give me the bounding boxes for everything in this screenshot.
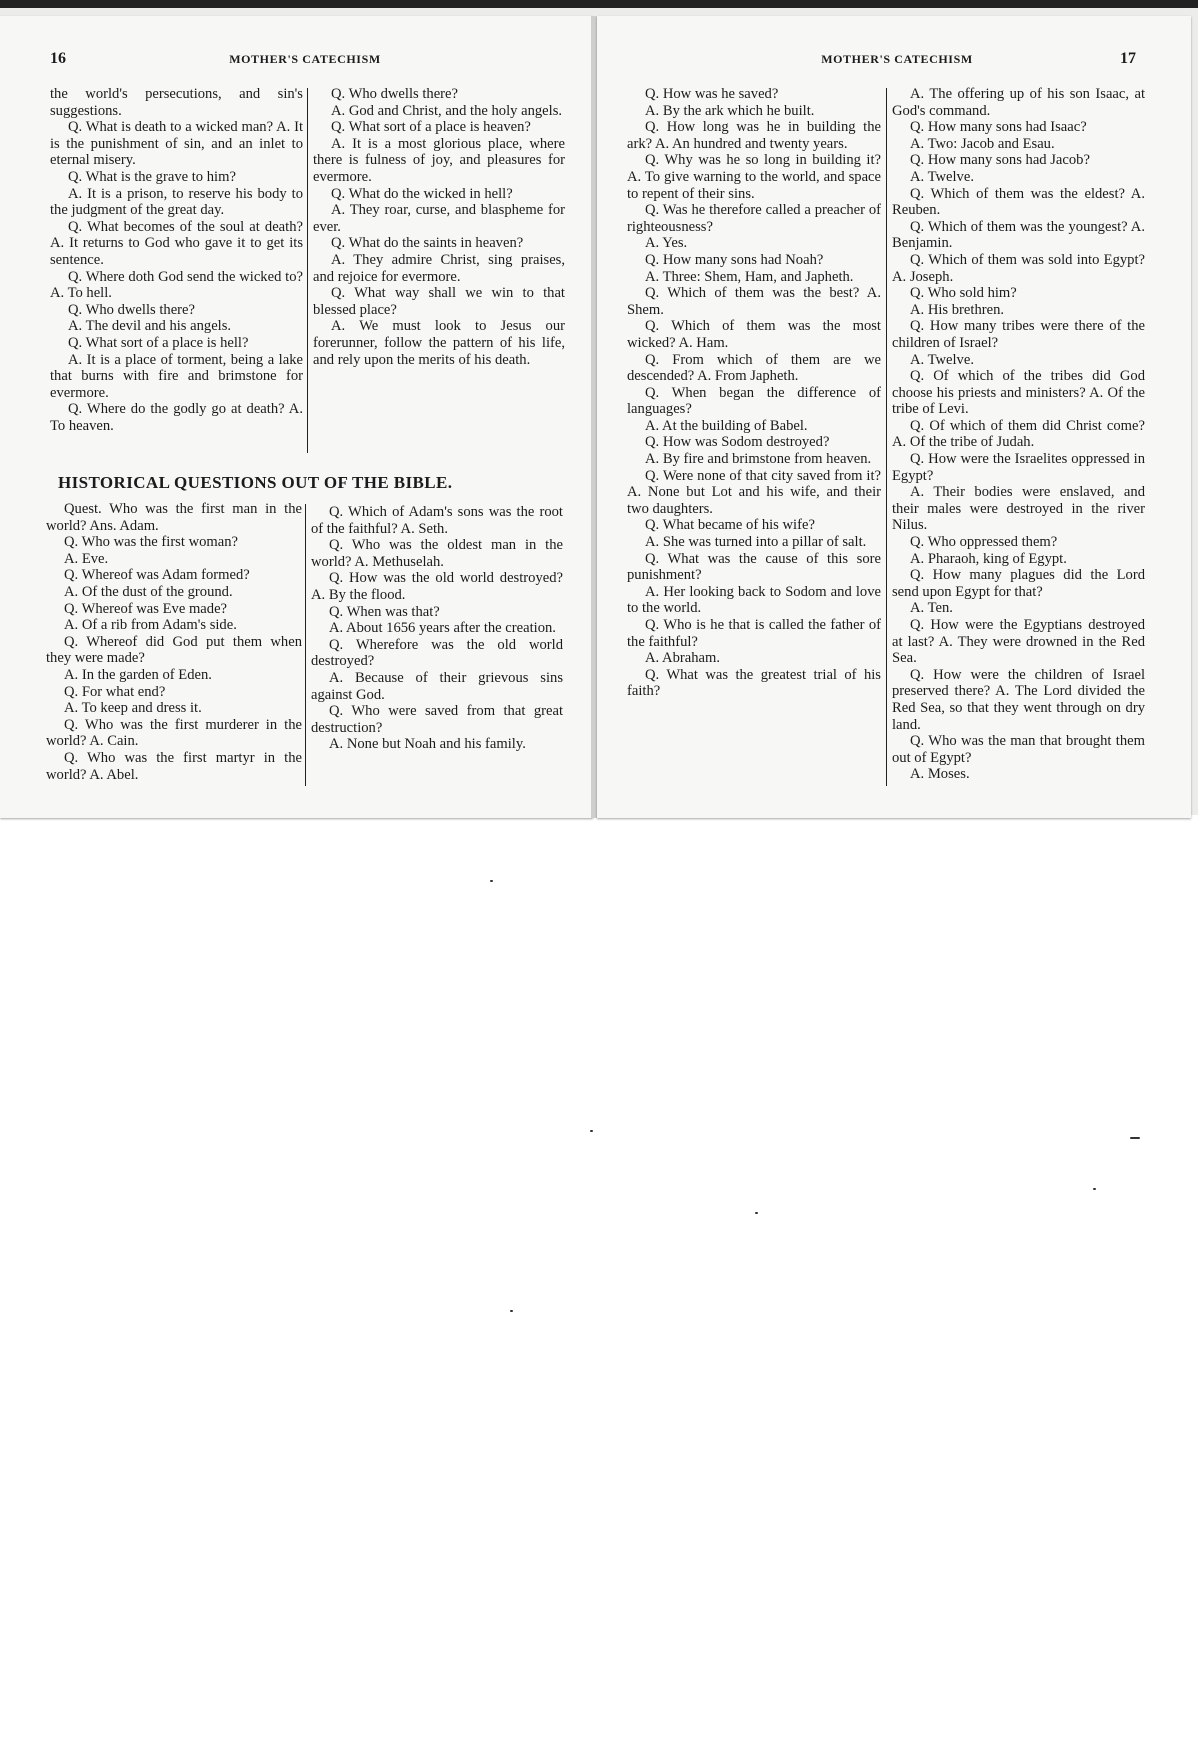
page-number-left: 16 (50, 50, 66, 67)
paragraph: A. We must look to Jesus our forerunner, follow the pattern of his life, and rely upon the merits of his death. (313, 318, 565, 368)
paragraph: A. None but Noah and his family. (329, 736, 526, 753)
paragraph: A. About 1656 years after the creation. (329, 620, 556, 637)
paragraph: A. Three: Shem, Ham, and Japheth. (645, 268, 854, 285)
paragraph: Q. When was that? (329, 603, 440, 620)
paragraph: Q. Who was the man that brought them out of Egypt? (892, 733, 1145, 766)
paragraph: A. They roar, curse, and blaspheme for ever. (313, 202, 565, 235)
paragraph: A. The offering up of his son Isaac, at God's command. (892, 86, 1145, 119)
scan-speck (1130, 1137, 1140, 1139)
paragraph: the world's persecutions, and sin's suggestions. (50, 86, 303, 119)
page-number-right: 17 (1120, 50, 1136, 67)
running-head-right: MOTHER'S CATECHISM (821, 52, 973, 66)
paragraph: Q. What do the saints in heaven? (331, 235, 524, 252)
paragraph: Q. Whereof was Adam formed? (64, 567, 250, 584)
paragraph: A. Of the dust of the ground. (64, 583, 233, 600)
paragraph: A. In the garden of Eden. (64, 666, 212, 683)
paragraph: A. God and Christ, and the holy angels. (331, 102, 563, 119)
paragraph: Q. How many sons had Isaac? (910, 119, 1087, 136)
paragraph: Q. What becomes of the soul at death? A. It returns to God who gave it to get its sentence. (50, 218, 303, 268)
left-page (0, 16, 593, 818)
running-head-left: MOTHER'S CATECHISM (229, 52, 381, 66)
paragraph: A. It is a prison, to reserve his body to the judgment of the great day. (50, 185, 303, 219)
paragraph: Q. How many tribes were there of the children of Israel? (892, 318, 1145, 351)
paragraph: Q. Who was the oldest man in the world? A. Methuselah. (311, 537, 563, 570)
paragraph: Q. Why was he so long in building it? A. To give warning to the world, and space to repent of their sins. (627, 152, 881, 202)
scanned-spread (0, 0, 1198, 815)
scan-speck (590, 1130, 593, 1132)
left-col2-bottom (311, 504, 563, 753)
paragraph: Q. Of which of them did Christ come? A. Of the tribe of Judah. (892, 417, 1145, 451)
paragraph: Q. Was he therefore called a preacher of righteousness? (627, 202, 881, 235)
paragraph: A. She was turned into a pillar of salt. (645, 534, 867, 551)
paragraph: A. At the building of Babel. (645, 417, 808, 434)
scan-speck (490, 880, 493, 882)
paragraph: A. Ten. (910, 600, 953, 617)
paragraph: A. Of a rib from Adam's side. (64, 617, 237, 634)
paragraph: A. Her looking back to Sodom and love to the world. (627, 583, 881, 617)
right-col1 (627, 86, 881, 700)
column-rule (307, 88, 308, 453)
paragraph: Q. Where doth God send the wicked to? A. To hell. (50, 268, 303, 302)
paragraph: A. It is a place of torment, being a lake that burns with fire and brimstone for evermore. (50, 351, 303, 401)
paragraph: Q. Who oppressed them? (910, 534, 1058, 551)
paragraph: Q. Of which of the tribes did God choose his priests and ministers? A. Of the tribe of Levi. (892, 368, 1145, 418)
paragraph: A. The devil and his angels. (68, 318, 232, 335)
paragraph: Q. Which of Adam's sons was the root of the faithful? A. Seth. (311, 504, 563, 537)
right-page (597, 16, 1191, 818)
paragraph: Q. From which of them are we descended? A. From Japheth. (627, 351, 881, 385)
paragraph: Q. How were the Egyptians destroyed at last? A. They were drowned in the Red Sea. (892, 617, 1145, 667)
paragraph: A. Pharaoh, king of Egypt. (910, 550, 1067, 567)
column-rule (886, 88, 887, 786)
paragraph: Q. What was the cause of this sore punishment? (627, 550, 881, 584)
left-col1-bottom (46, 501, 302, 783)
paragraph: Q. Who dwells there? (68, 301, 195, 318)
paragraph: Q. How was the old world destroyed? A. By the flood. (311, 570, 563, 603)
paragraph: Q. What became of his wife? (645, 517, 815, 534)
paragraph: Q. Which of them was the best? A. Shem. (627, 285, 881, 318)
paragraph: A. By the ark which he built. (645, 102, 815, 119)
paragraph: Q. How long was he in building the ark? A. An hundred and twenty years. (627, 119, 881, 152)
paragraph: Q. Where do the godly go at death? A. To heaven. (50, 401, 303, 434)
scan-speck (1093, 1188, 1096, 1190)
paragraph: A. Yes. (645, 235, 688, 252)
paragraph: A. Twelve. (910, 168, 974, 185)
paragraph: A. Two: Jacob and Esau. (910, 135, 1055, 152)
paragraph: Q. How many plagues did the Lord send upon Egypt for that? (892, 567, 1145, 600)
paragraph: A. Twelve. (910, 351, 974, 368)
scan-speck (510, 1310, 513, 1312)
paragraph: Q. Who sold him? (910, 285, 1017, 302)
paragraph: A. His brethren. (910, 301, 1005, 318)
paragraph: Q. Which of them was the most wicked? A. Ham. (627, 318, 881, 351)
paragraph: Quest. Who was the first man in the world? Ans. Adam. (46, 501, 302, 534)
paragraph: Q. Which of them was sold into Egypt? A. Joseph. (892, 251, 1145, 285)
left-col2-top (313, 86, 565, 368)
paragraph: Q. Wherefore was the old world destroyed? (311, 636, 563, 670)
scan-speck (755, 1212, 758, 1214)
paragraph: Q. Who is he that is called the father of the faithful? (627, 617, 881, 650)
paragraph: Q. Who was the first murderer in the world? A. Cain. (46, 716, 302, 750)
paragraph: A. Eve. (64, 550, 109, 567)
paragraph: Q. Whereof did God put them when they were made? (46, 633, 302, 667)
paragraph: Q. How were the Israelites oppressed in Egypt? (892, 451, 1145, 484)
paragraph: Q. Who was the first martyr in the world? A. Abel. (46, 749, 302, 783)
paragraph: Q. Who dwells there? (331, 86, 458, 102)
paragraph: A. Abraham. (645, 650, 720, 667)
left-col1-top (50, 86, 303, 434)
paragraph: Q. For what end? (64, 683, 166, 700)
column-rule (305, 504, 306, 786)
paragraph: Q. Who was the first woman? (64, 534, 239, 551)
paragraph: Q. What do the wicked in hell? (331, 185, 513, 202)
paragraph: Q. Whereof was Eve made? (64, 600, 228, 617)
paragraph: Q. What was the greatest trial of his faith? (627, 666, 881, 700)
paragraph: Q. When began the difference of languages? (627, 384, 881, 418)
paragraph: A. To keep and dress it. (64, 700, 202, 717)
paragraph: Q. What sort of a place is hell? (68, 334, 249, 351)
paragraph: A. Moses. (910, 766, 970, 783)
paragraph: Q. What is death to a wicked man? A. It is the punishment of sin, and an inlet to eternal misery. (50, 119, 303, 169)
paragraph: Q. Who were saved from that great destruction? (311, 703, 563, 736)
paragraph: Q. Were none of that city saved from it? A. None but Lot and his wife, and their two daughters. (627, 467, 881, 517)
paragraph: Q. How was he saved? (645, 86, 779, 102)
section-heading: HISTORICAL QUESTIONS OUT OF THE BIBLE. (58, 473, 453, 492)
paragraph: Q. Which of them was the eldest? A. Reuben. (892, 185, 1145, 219)
paragraph: Q. What is the grave to him? (68, 168, 236, 185)
paragraph: Q. How many sons had Jacob? (910, 152, 1090, 169)
paragraph: Q. What sort of a place is heaven? (331, 119, 531, 136)
paragraph: Q. Which of them was the youngest? A. Benjamin. (892, 218, 1145, 252)
right-col2 (892, 86, 1145, 783)
paragraph: Q. How many sons had Noah? (645, 251, 824, 268)
paragraph: Q. How were the children of Israel preserved there? A. The Lord divided the Red Sea, so that they went through on dry land. (892, 666, 1145, 733)
paragraph: A. It is a most glorious place, where there is fulness of joy, and pleasures for evermore. (313, 135, 565, 185)
paragraph: Q. How was Sodom destroyed? (645, 434, 830, 451)
paragraph: A. Because of their grievous sins against God. (311, 669, 563, 703)
paragraph: Q. What way shall we win to that blessed place? (313, 285, 565, 318)
paragraph: A. Their bodies were enslaved, and their males were destroyed in the river Nilus. (892, 484, 1145, 534)
paragraph: A. By fire and brimstone from heaven. (645, 451, 872, 468)
paragraph: A. They admire Christ, sing praises, and rejoice for evermore. (313, 251, 565, 285)
